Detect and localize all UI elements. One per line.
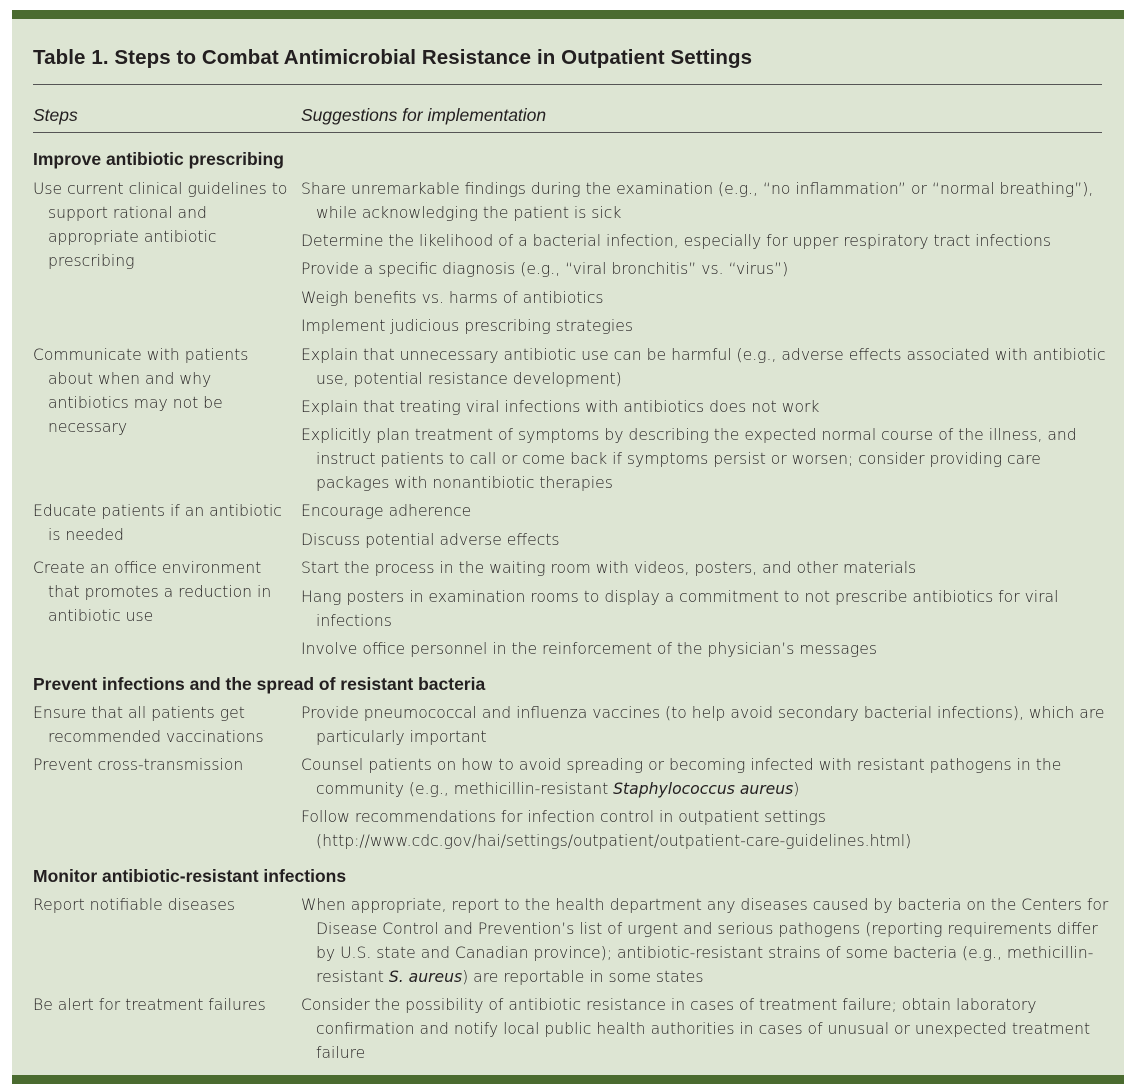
step-cell: Educate patients if an antibiotic is needed — [33, 502, 282, 544]
suggestion-cell: Encourage adherence — [301, 502, 472, 520]
step-cell: Communicate with patients about when and why antibiotics may not be necessary — [33, 346, 249, 436]
step-cell: Report notifiable diseases — [33, 896, 236, 914]
suggestion-cell: Provide a specific diagnosis (e.g., “viral bronchitis” vs. “virus”) — [301, 260, 789, 278]
suggestion-cell: Weigh benefits vs. harms of antibiotics — [301, 289, 604, 307]
step-cell: Ensure that all patients get recommended vaccinations — [33, 704, 264, 746]
step-cell: Create an office environment that promotes a reduction in antibiotic use — [33, 559, 272, 625]
suggestion-cell: Implement judicious prescribing strategies — [301, 317, 633, 335]
suggestion-cell: Involve office personnel in the reinforcement of the physician’s messages — [301, 640, 877, 658]
suggestion-cell: Counsel patients on how to avoid spreading or becoming infected with resistant pathogens in the community (e.g., methicillin-resistant Staphylococcus aureus) — [301, 756, 1062, 798]
suggestion-cell: Determine the likelihood of a bacterial infection, especially for upper respiratory tract infections — [301, 232, 1052, 250]
suggestion-cell: Explicitly plan treatment of symptoms by describing the expected normal course of the illness, and instruct patients to call or come back if symptoms persist or worsen; consider providing care packages with nonantibiotic therapies — [301, 426, 1077, 492]
section-heading: Improve antibiotic prescribing — [33, 149, 284, 169]
table-title: Table 1. Steps to Combat Antimicrobial Resistance in Outpatient Settings — [33, 46, 753, 69]
suggestion-cell: Start the process in the waiting room with videos, posters, and other materials — [301, 559, 917, 577]
suggestion-cell: Hang posters in examination rooms to display a commitment to not prescribe antibiotics for viral infections — [301, 588, 1059, 630]
section-heading: Prevent infections and the spread of resistant bacteria — [33, 674, 486, 694]
suggestion-cell: Provide pneumococcal and influenza vaccines (to help avoid secondary bacterial infections), which are particularly important — [301, 704, 1105, 746]
title-rule — [33, 84, 1102, 85]
table-frame — [12, 10, 1124, 1084]
suggestion-cell: Explain that treating viral infections with antibiotics does not work — [301, 398, 820, 416]
suggestion-cell: Follow recommendations for infection control in outpatient settings (http://www.cdc.gov/hai/settings/outpatient/outpatient-care-guidelines.html) — [301, 808, 912, 850]
header-rule — [33, 132, 1102, 133]
column-header-steps: Steps — [33, 105, 78, 125]
suggestion-cell: When appropriate, report to the health department any diseases caused by bacteria on the Centers for Disease Control and Prevention’s list of urgent and serious pathogens (reporting requirements differ by U.S. state and Canadian province); antibiotic-resistant strains of some bacteria (e.g., methicillin-resistant S. aureus) are reportable in some states — [301, 896, 1109, 986]
suggestion-cell: Consider the possibility of antibiotic resistance in cases of treatment failure; obtain laboratory confirmation and notify local public health authorities in cases of unusual or unexpected treatment failure — [301, 996, 1091, 1062]
suggestion-cell: Explain that unnecessary antibiotic use can be harmful (e.g., adverse effects associated with antibiotic use, potential resistance development) — [301, 346, 1106, 388]
column-header-suggestions: Suggestions for implementation — [301, 105, 547, 125]
suggestion-cell: Share unremarkable findings during the examination (e.g., “no inflammation” or “normal breathing”), while acknowledging the patient is sick — [301, 180, 1094, 222]
step-cell: Prevent cross-transmission — [33, 756, 244, 774]
step-cell: Use current clinical guidelines to support rational and appropriate antibiotic prescribing — [33, 180, 288, 270]
suggestion-cell: Discuss potential adverse effects — [301, 531, 560, 549]
section-heading: Monitor antibiotic-resistant infections — [33, 866, 347, 886]
step-cell: Be alert for treatment failures — [33, 996, 266, 1014]
